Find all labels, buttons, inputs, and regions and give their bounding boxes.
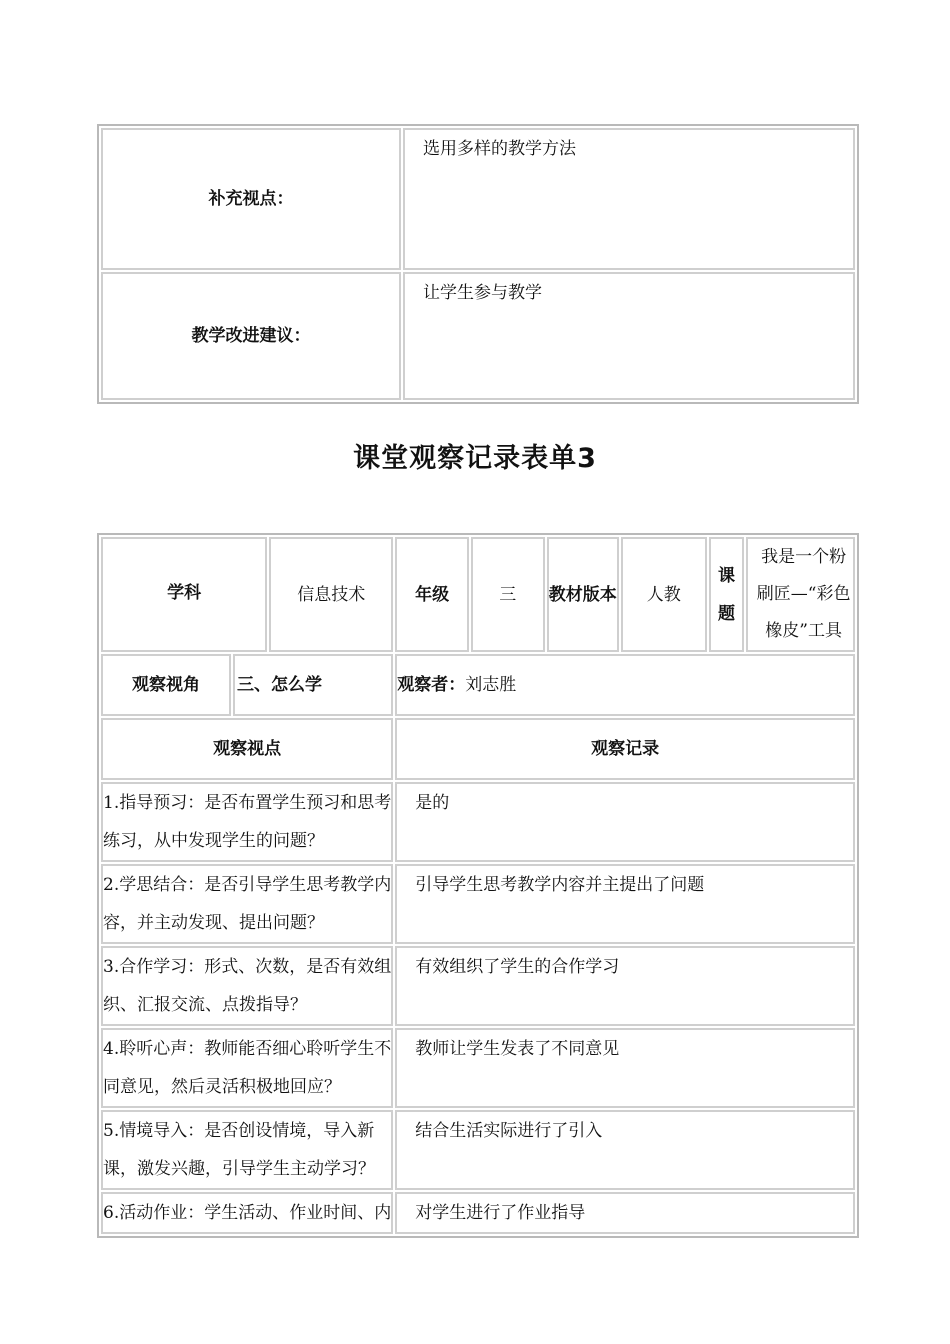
col-point-header: 观察视点 — [101, 718, 393, 780]
topic-value: 我是一个粉刷匠—“彩色橡皮”工具 — [746, 537, 855, 652]
record-1: 是的 — [395, 782, 855, 862]
record-6: 对学生进行了作业指导 — [395, 1192, 855, 1234]
grade-value: 三 — [471, 537, 545, 652]
observer-cell — [395, 654, 855, 716]
col-record-header: 观察记录 — [395, 718, 855, 780]
point-4: 4.聆听心声：教师能否细心聆听学生不同意见，然后灵活积极地回应？ — [101, 1028, 393, 1108]
supplement-value: 选用多样的教学方法 — [403, 128, 855, 270]
point-3: 3.合作学习：形式、次数，是否有效组织、汇报交流、点拨指导？ — [101, 946, 393, 1026]
angle-label: 观察视角 — [101, 654, 231, 716]
point-2: 2.学思结合：是否引导学生思考教学内容，并主动发现、提出问题？ — [101, 864, 393, 944]
angle-value: 三、怎么学 — [233, 654, 393, 716]
record-2: 引导学生思考教学内容并主提出了问题 — [395, 864, 855, 944]
textbook-label: 教材版本 — [547, 537, 619, 652]
point-5: 5.情境导入：是否创设情境，导入新课，激发兴趣，引导学生主动学习？ — [101, 1110, 393, 1190]
topic-label: 课题 — [709, 537, 745, 652]
record-4: 教师让学生发表了不同意见 — [395, 1028, 855, 1108]
supplement-label: 补充视点： — [101, 128, 401, 270]
observation-table — [97, 533, 859, 1238]
subject-cell — [101, 537, 267, 652]
observer-label: 观察者： — [397, 675, 466, 695]
point-1: 1.指导预习：是否布置学生预习和思考练习，从中发现学生的问题？ — [101, 782, 393, 862]
improvement-label: 教学改进建议： — [101, 272, 401, 400]
record-5: 结合生活实际进行了引入 — [395, 1110, 855, 1190]
grade-label: 年级 — [395, 537, 469, 652]
observer-value: 刘志胜 — [465, 675, 517, 695]
point-6: 6.活动作业：学生活动、作业时间、内 — [101, 1192, 393, 1234]
improvement-value: 让学生参与教学 — [403, 272, 855, 400]
supplement-table — [97, 124, 859, 404]
page-title: 课堂观察记录表单3 — [353, 443, 597, 474]
subject-value: 信息技术 — [269, 537, 393, 652]
textbook-value: 人教 — [621, 537, 707, 652]
subject-label: 学科 — [167, 583, 202, 603]
record-3: 有效组织了学生的合作学习 — [395, 946, 855, 1026]
